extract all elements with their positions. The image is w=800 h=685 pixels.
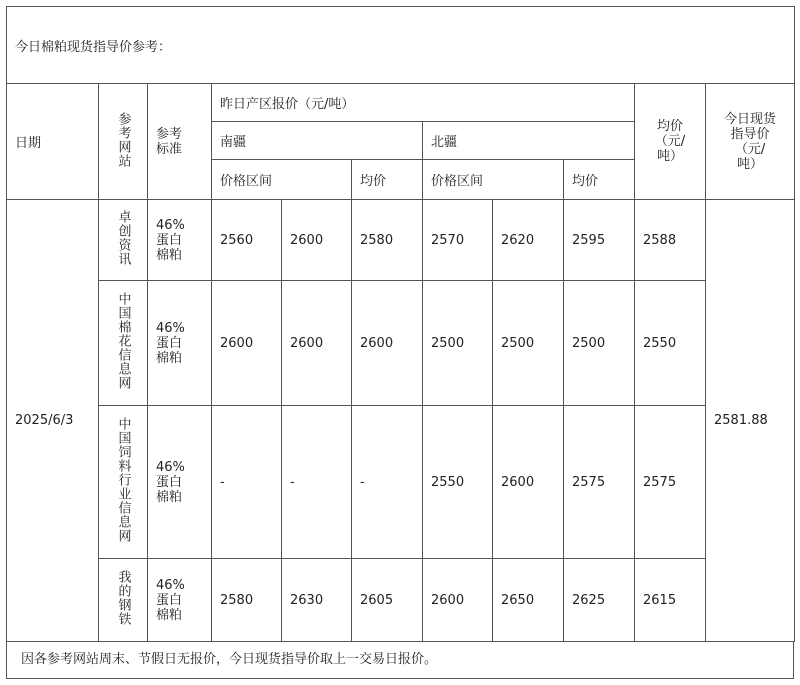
standard-cell: 46% 蛋白 棉粕 [148, 559, 212, 642]
site-cell: 中国饲料行业信息网 [99, 406, 148, 559]
header-quote: 昨日产区报价（元/吨） [212, 84, 635, 122]
header-date: 日期 [7, 84, 99, 200]
north-avg-cell: 2500 [564, 281, 635, 406]
header-north-avg: 均价 [564, 160, 635, 200]
header-north-range: 价格区间 [423, 160, 564, 200]
table-row [7, 406, 795, 559]
intro-text: 今日棉粕现货指导价参考： [7, 7, 795, 84]
standard-cell: 46% 蛋白 棉粕 [148, 281, 212, 406]
table-row [7, 559, 795, 642]
header-south-avg: 均价 [352, 160, 423, 200]
north-avg-cell: 2575 [564, 406, 635, 559]
south-high-cell: 2600 [282, 281, 352, 406]
north-low-cell: 2550 [423, 406, 493, 559]
footnote-text: 因各参考网站周末、节假日无报价，今日现货指导价取上一交易日报价。 [21, 652, 438, 667]
price-reference-table [6, 6, 795, 642]
south-avg-cell: 2580 [352, 200, 423, 281]
site-cell: 我的钢铁 [99, 559, 148, 642]
header-today-price: 今日现货 指导价 （元/ 吨） [706, 84, 795, 200]
avg-cell: 2588 [635, 200, 706, 281]
north-avg-cell: 2625 [564, 559, 635, 642]
north-low-cell: 2570 [423, 200, 493, 281]
footnote [6, 641, 794, 679]
header-overall-avg: 均价 （元/ 吨） [635, 84, 706, 200]
north-low-cell: 2600 [423, 559, 493, 642]
table-row [7, 200, 795, 281]
north-high-cell: 2500 [493, 281, 564, 406]
north-high-cell: 2600 [493, 406, 564, 559]
north-high-cell: 2650 [493, 559, 564, 642]
avg-cell: 2550 [635, 281, 706, 406]
header-north: 北疆 [423, 122, 635, 160]
south-avg-cell: 2600 [352, 281, 423, 406]
south-low-cell: 2560 [212, 200, 282, 281]
avg-cell: 2615 [635, 559, 706, 642]
north-high-cell: 2620 [493, 200, 564, 281]
north-avg-cell: 2595 [564, 200, 635, 281]
south-low-cell: 2600 [212, 281, 282, 406]
standard-cell: 46% 蛋白 棉粕 [148, 200, 212, 281]
standard-cell: 46% 蛋白 棉粕 [148, 406, 212, 559]
south-avg-cell: - [352, 406, 423, 559]
table-row [7, 281, 795, 406]
header-south: 南疆 [212, 122, 423, 160]
date-cell: 2025/6/3 [7, 200, 99, 642]
avg-cell: 2575 [635, 406, 706, 559]
south-avg-cell: 2605 [352, 559, 423, 642]
header-south-range: 价格区间 [212, 160, 352, 200]
header-standard: 参考 标准 [148, 84, 212, 200]
header-site: 参考网站 [99, 84, 148, 200]
today-price-cell: 2581.88 [706, 200, 795, 642]
south-high-cell: 2600 [282, 200, 352, 281]
south-high-cell: - [282, 406, 352, 559]
site-cell: 中国棉花信息网 [99, 281, 148, 406]
south-high-cell: 2630 [282, 559, 352, 642]
south-low-cell: 2580 [212, 559, 282, 642]
site-cell: 卓创资讯 [99, 200, 148, 281]
south-low-cell: - [212, 406, 282, 559]
north-low-cell: 2500 [423, 281, 493, 406]
